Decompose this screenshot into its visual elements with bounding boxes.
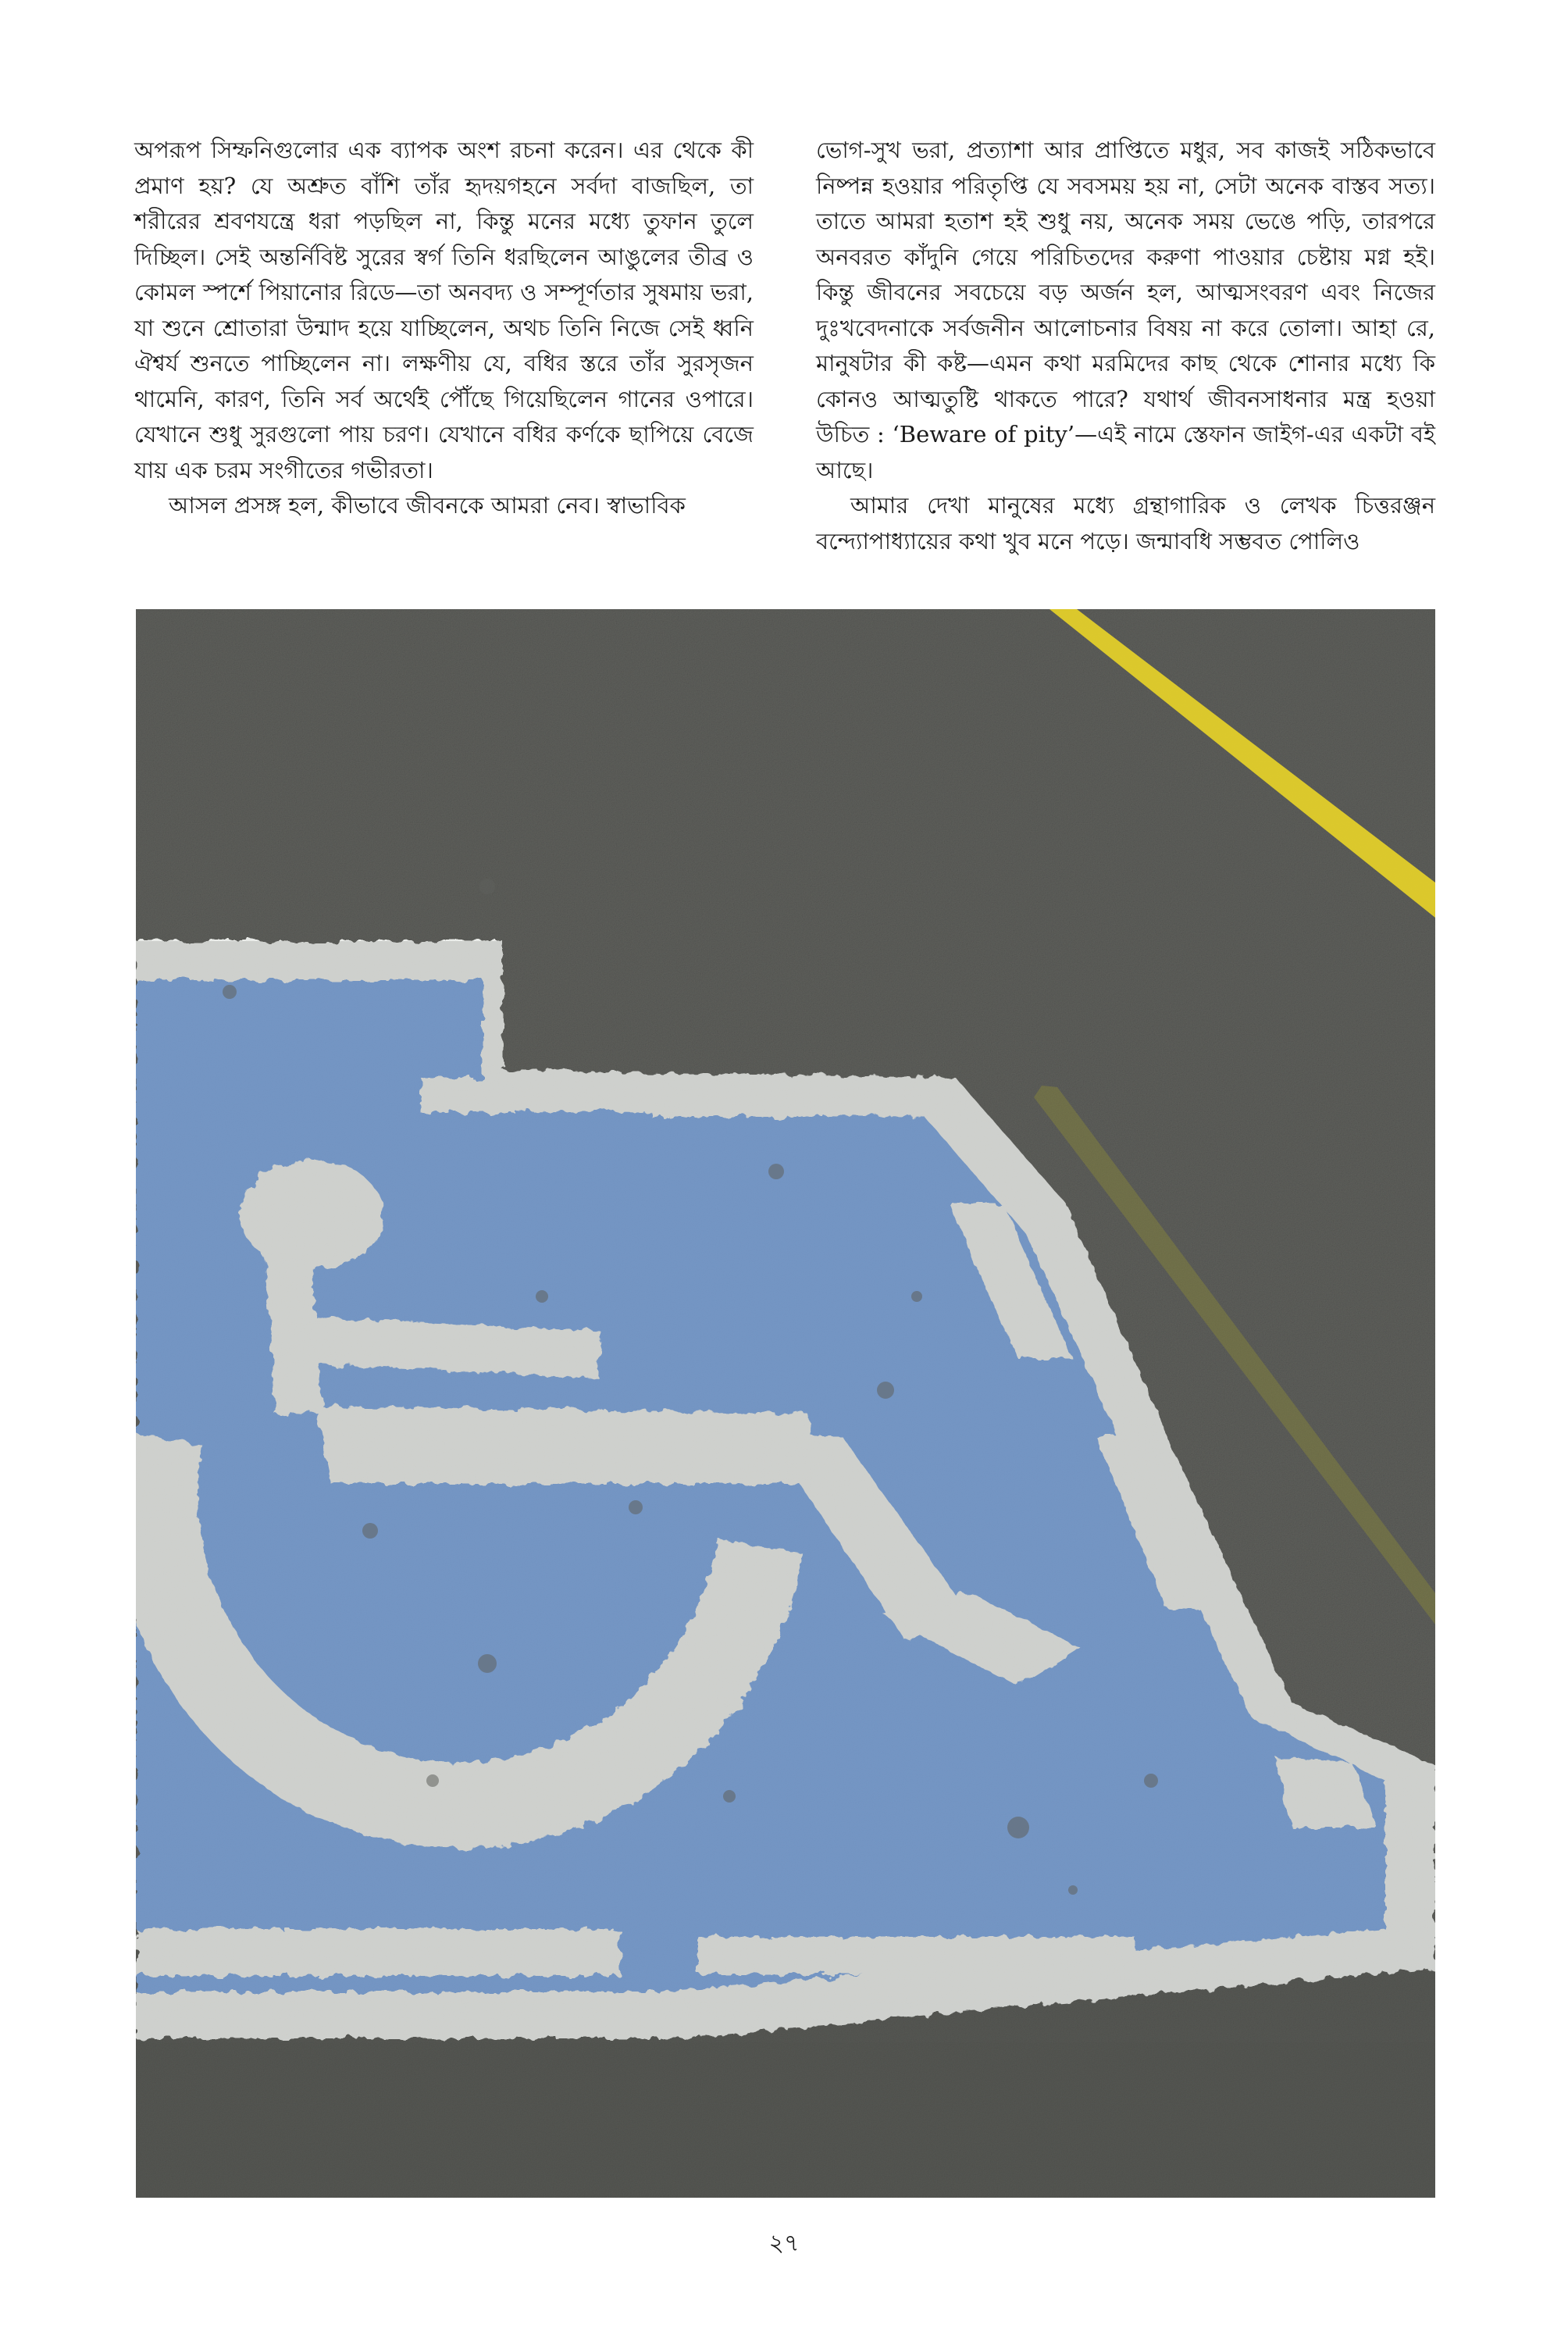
photo-accessible-parking-marking: [136, 609, 1435, 2198]
paragraph: আমার দেখা মানুষের মধ্যে গ্রন্থাগারিক ও লেখক চিত্তরঞ্জন বন্দ্যোপাধ্যায়ের কথা খুব মনে পড়ে। জন্মাবধি সম্ভবত পোলিও: [816, 492, 1435, 555]
body-text: [134, 133, 1435, 559]
right-column: [816, 133, 1435, 559]
paragraph: অপরূপ সিম্ফনিগুলোর এক ব্যাপক অংশ রচনা করেন। এর থেকে কী প্রমাণ হয়? যে অশ্রুত বাঁশি তাঁর হৃদয়গহনে সর্বদা বাজছিল, তা শরীরের শ্রবণযন্ত্রে ধরা পড়ছিল না, কিন্তু মনের মধ্যে তুফান তুলে দিচ্ছিল। সেই অন্তর্নিবিষ্ট সুরের স্বর্গ তিনি ধরছিলেন আঙুলের তীব্র ও কোমল স্পর্শে পিয়ানোর রিডে—তা অনবদ্য ও সম্পূর্ণতার সুষমায় ভরা, যা শুনে শ্রোতারা উন্মাদ হয়ে যাচ্ছিলেন, অথচ তিনি নিজে সেই ধ্বনি ঐশ্বর্য শুনতে পাচ্ছিলেন না। লক্ষণীয় যে, বধির স্তরে তাঁর সুরসৃজন থামেনি, কারণ, তিনি সর্ব অর্থেই পৌঁছে গিয়েছিলেন গানের ওপারে। যেখানে শুধু সুরগুলো পায় চরণ। যেখানে বধির কর্ণকে ছাপিয়ে বেজে যায় এক চরম সংগীতের গভীরতা।: [134, 137, 754, 483]
photo-illustration: [136, 609, 1435, 2198]
left-column: [134, 133, 754, 559]
paragraph: আসল প্রসঙ্গ হল, কীভাবে জীবনকে আমরা নেব। স্বাভাবিক: [169, 492, 686, 519]
paragraph: ভোগ-সুখ ভরা, প্রত্যাশা আর প্রাপ্তিতে মধুর, সব কাজই সঠিকভাবে নিষ্পন্ন হওয়ার পরিতৃপ্তি যে সবসময় হয় না, সেটা অনেক বাস্তব সত্য। তাতে আমরা হতাশ হই শুধু নয়, অনেক সময় ভেঙে পড়ি, তারপরে অনবরত কাঁদুনি গেয়ে পরিচিতদের করুণা পাওয়ার চেষ্টায় মগ্ন হই। কিন্তু জীবনের সবচেয়ে বড় অর্জন হল, আত্মসংবরণ এবং নিজের দুঃখবেদনাকে সর্বজনীন আলোচনার বিষয় না করে তোলা। আহা রে, মানুষটার কী কষ্ট—এমন কথা মরমিদের কাছ থেকে শোনার মধ্যে কি কোনও আত্মতুষ্টি থাকতে পারে? যথার্থ জীবনসাধনার মন্ত্র হওয়া উচিত : ‘Beware of pity’—এই নামে স্তেফান জাইগ-এর একটা বই আছে।: [816, 137, 1435, 483]
page-number: ২৭: [768, 2230, 800, 2257]
